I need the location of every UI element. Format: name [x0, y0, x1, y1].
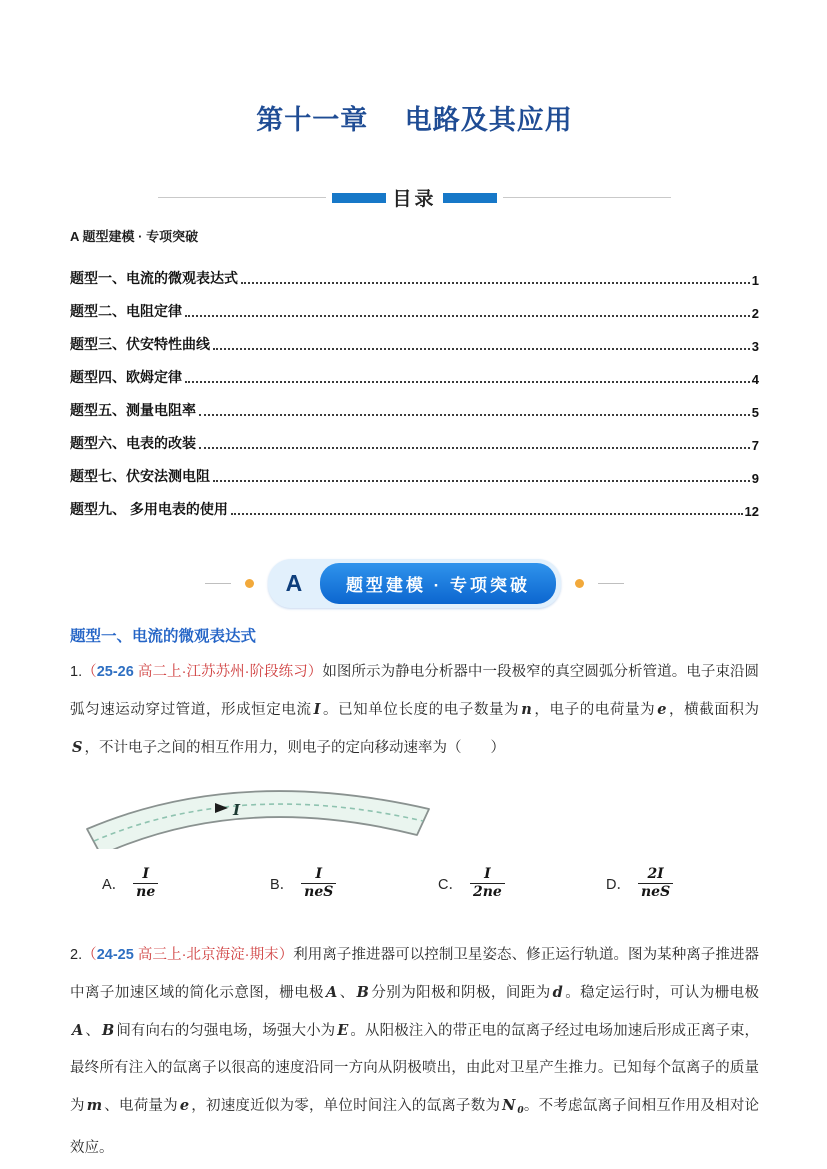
- current-label: I: [233, 801, 241, 819]
- option-fraction: [301, 866, 336, 901]
- option-label: B．: [270, 877, 295, 894]
- badge-label: 题型建模 · 专项突破: [320, 563, 556, 604]
- toc-header-bar-left: [332, 193, 386, 203]
- toc-page-number: 2: [751, 306, 759, 321]
- option-label: D．: [606, 877, 631, 894]
- arc-tube-band: [87, 791, 429, 849]
- toc-entry[interactable]: [70, 291, 759, 324]
- toc-entry[interactable]: [70, 357, 759, 390]
- fraction-numerator: I: [315, 866, 323, 882]
- answer-options: [70, 866, 759, 901]
- toc-header-title: 目录: [392, 189, 437, 210]
- toc-entry[interactable]: [70, 324, 759, 357]
- toc-entry[interactable]: [70, 423, 759, 456]
- answer-option[interactable]: [438, 866, 606, 901]
- toc-page-number: 1: [751, 273, 759, 288]
- toc-page-number: 7: [751, 438, 759, 453]
- toc-header-bar-right: [443, 193, 497, 203]
- fraction-denominator: neS: [638, 883, 673, 902]
- toc-entry[interactable]: [70, 258, 759, 291]
- toc-entry-label: 题型一、电流的微观表达式: [70, 270, 238, 286]
- toc-header-line-right: [503, 197, 671, 198]
- fraction-denominator: ne: [133, 883, 158, 902]
- toc-dotted-leader: [241, 282, 750, 284]
- toc-entry[interactable]: [70, 390, 759, 423]
- badge-dot-left: [245, 579, 254, 588]
- toc-page-number: 5: [751, 405, 759, 420]
- question-2-text: 2.（24-25 高三上·北京海淀·期末）利用离子推进器可以控制卫星姿态、修正运行轨道。图为某种离子推进器中离子加速区域的简化示意图，栅电极 A 、 B 分别为阳极和阴极，间距为 d 。稳定运行时，可认为栅电极A 、 B 间有向右的匀强电场，场强大小为 E 。从阳极注入的带正电的氙离子经过电场加速后形成正离子束，最终所有注入的氙离子以很高的速度沿同一方向从阴极喷出，由此对卫星产生推力。已知每个氙离子的质量为 m 、电荷量为 e ，初速度近似为零，单位时间注入的氙离子数为 N $_0$。不考虑氙离子间相互作用及相对论效应。: [70, 947, 760, 1157]
- section-badge-row: [70, 560, 759, 606]
- toc-dotted-leader: [185, 315, 750, 317]
- toc-entry-label: 题型五、测量电阻率: [70, 402, 196, 418]
- fraction-numerator: I: [142, 866, 149, 882]
- answer-option[interactable]: [102, 866, 270, 901]
- toc-dotted-leader: [213, 480, 750, 482]
- toc-entry[interactable]: [70, 489, 759, 522]
- fraction-denominator: neS: [301, 883, 336, 902]
- toc-page-number: 3: [751, 339, 759, 354]
- badge-dot-right: [575, 579, 584, 588]
- option-label: A．: [102, 877, 127, 894]
- toc-dotted-leader: [185, 381, 750, 383]
- badge-letter: A: [285, 569, 303, 596]
- answer-option[interactable]: [270, 866, 438, 901]
- badge-line-right: [598, 583, 624, 584]
- badge-line-left: [205, 583, 231, 584]
- toc-entry-label: 题型七、伏安法测电阻: [70, 468, 210, 484]
- toc-dotted-leader: [199, 414, 750, 416]
- toc-page-number: 9: [751, 471, 759, 486]
- toc-entry-label: 题型二、电阻定律: [70, 303, 182, 319]
- arc-tube-figure: [72, 771, 442, 849]
- toc-entry-label: 题型三、伏安特性曲线: [70, 336, 210, 352]
- toc-entry-label: 题型六、电表的改装: [70, 435, 196, 451]
- toc-header: [70, 184, 759, 211]
- fraction-denominator: 2ne: [470, 883, 505, 902]
- option-fraction: [470, 866, 505, 901]
- section-badge: [268, 559, 561, 608]
- question-1-text: 1.（25-26 高二上·江苏苏州·阶段练习）如图所示为静电分析器中一段极窄的真空圆弧分析管道。电子束沿圆弧匀速运动穿过管道，形成恒定电流 I 。已知单位长度的电子数量为 n ，电子的电荷量为 e ，横截面积为S ，不计电子之间的相互作用力，则电子的定向移动速率为（ ）: [70, 664, 760, 756]
- option-fraction: [133, 866, 158, 901]
- toc-page-number: 4: [751, 372, 759, 387]
- option-fraction: [638, 866, 673, 901]
- option-label: C．: [438, 877, 463, 894]
- chapter-title: 第十一章 电路及其应用: [256, 105, 573, 135]
- toc-dotted-leader: [231, 513, 743, 515]
- fraction-numerator: I: [484, 866, 491, 882]
- toc-entry[interactable]: [70, 456, 759, 489]
- toc-group-heading: A 题型建模 · 专项突破: [70, 229, 199, 244]
- answer-option[interactable]: [606, 866, 673, 901]
- toc-entry-label: 题型九、 多用电表的使用: [70, 501, 228, 517]
- toc-entry-label: 题型四、欧姆定律: [70, 369, 182, 385]
- toc-dotted-leader: [213, 348, 750, 350]
- toc-page-number: 12: [744, 504, 759, 519]
- toc-dotted-leader: [199, 447, 750, 449]
- topic-heading: 题型一、电流的微观表达式: [70, 628, 257, 645]
- fraction-numerator: 2I: [647, 866, 664, 882]
- table-of-contents: [70, 258, 759, 522]
- toc-header-line-left: [158, 197, 326, 198]
